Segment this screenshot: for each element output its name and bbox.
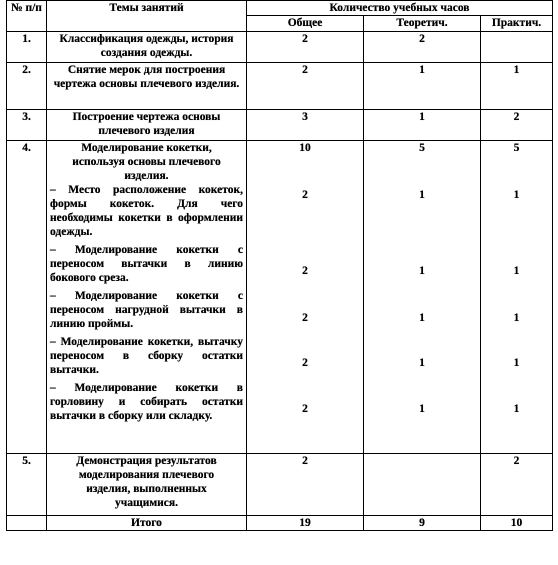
footer-label: Итого bbox=[47, 516, 247, 531]
row-practice: 5 bbox=[513, 142, 520, 154]
row-theory: 1 bbox=[364, 110, 481, 141]
sub-theory: 1 bbox=[419, 265, 425, 277]
sub-total: 2 bbox=[302, 403, 308, 415]
row-num: 3. bbox=[7, 110, 47, 141]
sub-theory: 1 bbox=[419, 357, 425, 369]
row-topic: Моделирование кокетки, используя основы плечевого изделия. bbox=[72, 142, 221, 182]
row-total: 2 bbox=[247, 454, 364, 516]
sub-practice: 1 bbox=[513, 312, 520, 324]
row-theory: 1 bbox=[364, 63, 481, 110]
sub-theory: 1 bbox=[419, 403, 425, 415]
header-row bbox=[7, 1, 553, 16]
header-topic: Темы занятий bbox=[47, 1, 247, 32]
table-row bbox=[7, 63, 553, 110]
row-topic: Построение чертежа основы плечевого изделия bbox=[47, 110, 247, 141]
row-total: 2 bbox=[247, 32, 364, 63]
group-theory-column bbox=[364, 141, 481, 454]
table-row bbox=[7, 141, 553, 454]
curriculum-table bbox=[6, 0, 553, 531]
header-num: № п/п bbox=[7, 1, 47, 32]
row-practice: 2 bbox=[481, 110, 553, 141]
row-theory: 2 bbox=[364, 32, 481, 63]
group-total-column bbox=[247, 141, 364, 454]
row-topic-group bbox=[47, 141, 247, 454]
row-total: 2 bbox=[247, 63, 364, 110]
row-num: 2. bbox=[7, 63, 47, 110]
footer-empty bbox=[7, 516, 47, 531]
row-practice: 2 bbox=[481, 454, 553, 516]
row-num: 5. bbox=[7, 454, 47, 516]
subtopic-item: – Моделирование кокетки с переносом нагрудной вытачки в линию проймы. bbox=[50, 290, 243, 330]
row-total: 10 bbox=[299, 142, 311, 154]
sub-total: 2 bbox=[302, 265, 308, 277]
sub-theory: 1 bbox=[419, 312, 425, 324]
row-practice: 1 bbox=[481, 63, 553, 110]
header-practice: Практич. bbox=[481, 16, 553, 32]
sub-practice: 1 bbox=[513, 357, 520, 369]
row-topic: Демонстрация результатов моделирования плечевого изделия, выполненных учащимися. bbox=[47, 454, 247, 516]
subtopic-item: – Место расположение кокеток, формы кокеток. Для чего необходимы кокетки в оформлении одежды. bbox=[50, 184, 243, 238]
footer-row bbox=[7, 516, 553, 531]
row-total: 3 bbox=[247, 110, 364, 141]
row-topic: Снятие мерок для построения чертежа основы плечевого изделия. bbox=[47, 63, 247, 110]
header-theory: Теоретич. bbox=[364, 16, 481, 32]
footer-practice: 10 bbox=[481, 516, 553, 531]
row-topic: Классификация одежды, история создания одежды. bbox=[47, 32, 247, 63]
table-row bbox=[7, 110, 553, 141]
row-num: 1. bbox=[7, 32, 47, 63]
row-theory bbox=[364, 454, 481, 516]
sub-total: 2 bbox=[302, 357, 308, 369]
subtopic-item: – Моделирование кокетки с переносом вытачки в линию бокового среза. bbox=[50, 244, 243, 284]
sub-total: 2 bbox=[302, 189, 308, 201]
row-practice bbox=[481, 32, 553, 63]
row-theory: 5 bbox=[419, 142, 425, 154]
sub-total: 2 bbox=[302, 312, 308, 324]
sub-theory: 1 bbox=[419, 189, 425, 201]
group-practice-column bbox=[481, 141, 553, 454]
subtopic-item: – Моделирование кокетки, вытачку переносом в сборку остатки вытачки. bbox=[50, 336, 243, 376]
header-hours: Количество учебных часов bbox=[247, 1, 553, 16]
sub-practice: 1 bbox=[513, 189, 520, 201]
table-row bbox=[7, 454, 553, 516]
table-row bbox=[7, 32, 553, 63]
sub-practice: 1 bbox=[513, 403, 520, 415]
sub-practice: 1 bbox=[513, 265, 520, 277]
subtopic-item: – Моделирование кокетки в горловину и собирать остатки вытачки в сборку или складку. bbox=[50, 382, 243, 422]
header-total: Общее bbox=[247, 16, 364, 32]
footer-theory: 9 bbox=[364, 516, 481, 531]
footer-total: 19 bbox=[247, 516, 364, 531]
row-num: 4. bbox=[7, 141, 47, 454]
